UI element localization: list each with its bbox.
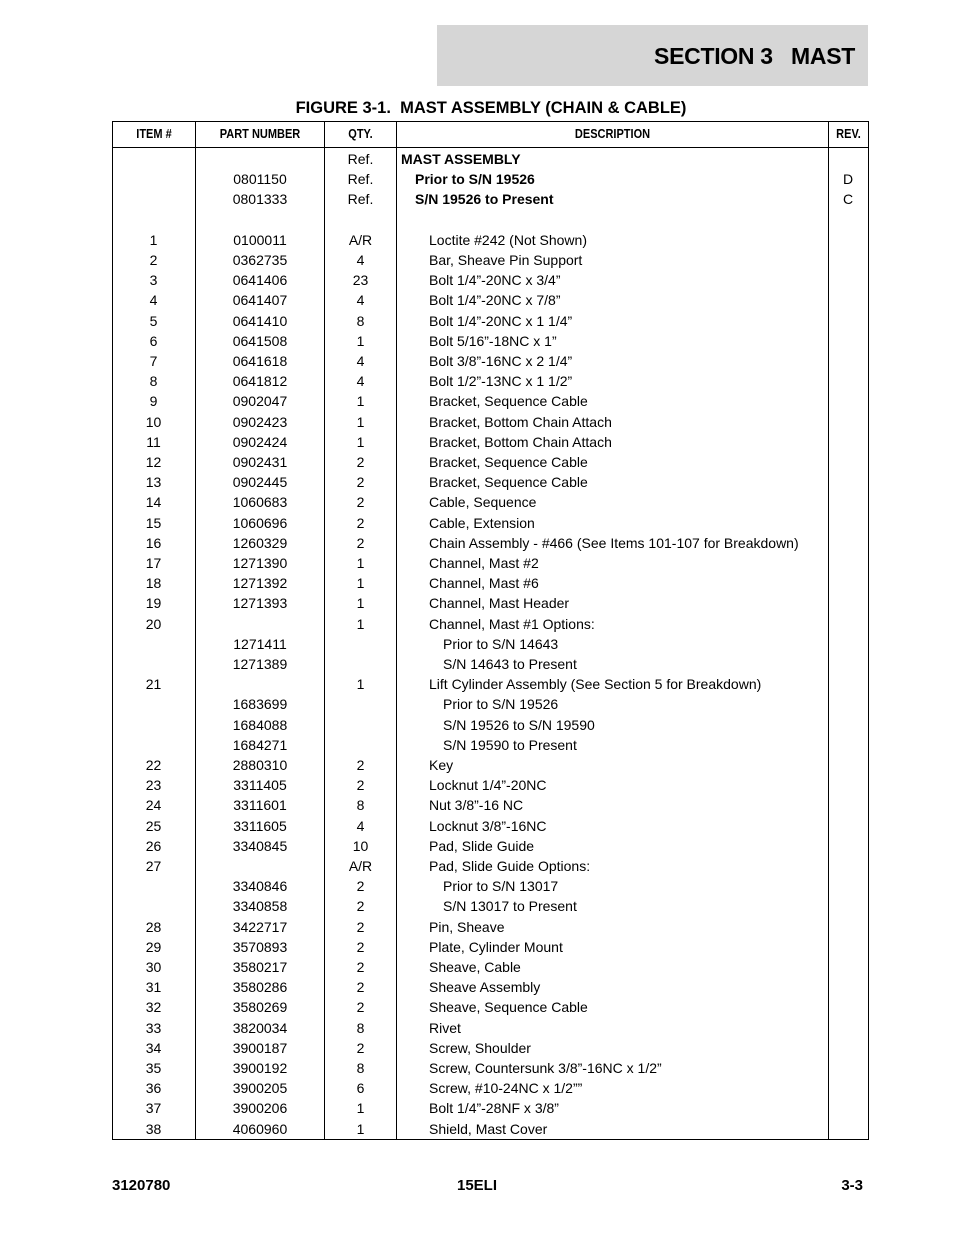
description: S/N 19526 to Present (415, 191, 554, 208)
table-row (113, 230, 868, 250)
item-number: 7 (149, 353, 158, 369)
table-row (113, 957, 868, 977)
description: Locknut 1/4”-20NC (429, 777, 547, 794)
description: Nut 3/8”-16 NC (429, 797, 524, 814)
description: Plate, Cylinder Mount (429, 938, 563, 955)
table-row (113, 452, 868, 472)
table-row (113, 533, 868, 553)
part-number: 3900205 (232, 1080, 288, 1097)
part-number: 0641812 (232, 373, 288, 390)
item-number: 8 (149, 373, 158, 390)
table-row (113, 1058, 868, 1078)
part-number: 1271393 (232, 595, 288, 612)
table-row (113, 795, 868, 815)
quantity: 1 (356, 575, 365, 592)
part-number: 2880310 (232, 757, 288, 773)
description: Bolt 1/4”-20NC x 7/8” (429, 292, 561, 309)
description: Channel, Mast Header (429, 595, 570, 612)
description: Screw, Shoulder (429, 1039, 531, 1056)
quantity: 2 (356, 898, 365, 915)
table-row (113, 492, 868, 512)
item-number: 5 (149, 312, 158, 329)
part-number: 3311601 (233, 797, 287, 814)
quantity: A/R (348, 858, 373, 874)
quantity: Ref. (347, 191, 374, 208)
header-qty: QTY. (348, 127, 373, 141)
item-number: 16 (145, 534, 162, 551)
table-row (113, 311, 868, 331)
description: Bolt 3/8”-16NC x 2 1/4” (429, 353, 573, 369)
part-number: 1271389 (232, 656, 288, 672)
item-number: 19 (145, 595, 162, 612)
quantity: 2 (356, 1039, 365, 1056)
description: Sheave Assembly (429, 979, 541, 996)
description: Channel, Mast #6 (429, 575, 539, 592)
part-number: 3422717 (232, 918, 288, 935)
revision: C (842, 191, 854, 208)
table-row (113, 896, 868, 916)
description: Sheave, Cable (429, 959, 521, 975)
part-number: 0641406 (232, 272, 288, 289)
table-row (113, 331, 868, 351)
part-number: 0801150 (233, 171, 287, 188)
table-row (113, 290, 868, 310)
part-number: 3340858 (232, 898, 288, 915)
description: Bolt 1/2”-13NC x 1 1/2” (429, 373, 573, 390)
description: Screw, Countersunk 3/8”-16NC x 1/2” (429, 1060, 662, 1076)
description: Lift Cylinder Assembly (See Section 5 for Breakdown) (429, 676, 762, 693)
quantity: 1 (356, 1120, 365, 1137)
part-number: 3900187 (232, 1039, 288, 1056)
footer-doc-number: 3120780 (112, 1177, 171, 1194)
quantity: 23 (352, 272, 369, 289)
part-number: 0641410 (232, 312, 288, 329)
table-row (113, 634, 868, 654)
table-row (113, 391, 868, 411)
table-row (113, 513, 868, 533)
description: Prior to S/N 19526 (443, 696, 559, 713)
item-number: 23 (145, 777, 162, 794)
quantity: 2 (356, 454, 365, 470)
parts-table (112, 121, 869, 1140)
item-number: 6 (149, 332, 158, 349)
part-number: 3340845 (232, 837, 288, 854)
part-number: 3820034 (232, 1019, 288, 1036)
table-row (113, 977, 868, 997)
part-number: 0902047 (232, 393, 288, 410)
description: Sheave, Sequence Cable (429, 999, 588, 1016)
item-number: 13 (145, 474, 162, 491)
footer-model: 15ELI (456, 1177, 498, 1194)
table-row (113, 210, 868, 230)
table-row (113, 1038, 868, 1058)
table-row (113, 371, 868, 391)
item-number: 35 (145, 1060, 162, 1076)
quantity: 1 (356, 433, 365, 450)
description: Key (429, 757, 454, 773)
table-row (113, 351, 868, 371)
table-row (113, 1119, 868, 1139)
table-row (113, 755, 868, 775)
description: Pad, Slide Guide Options: (429, 858, 591, 874)
item-number: 32 (145, 999, 162, 1016)
part-number: 1271411 (233, 635, 287, 652)
part-number: 0902424 (232, 433, 288, 450)
description: Bar, Sheave Pin Support (429, 252, 583, 268)
header-item: ITEM # (136, 127, 172, 141)
description: Prior to S/N 19526 (415, 171, 535, 188)
quantity: A/R (348, 231, 373, 248)
table-row (113, 1078, 868, 1098)
item-number: 25 (145, 817, 162, 834)
quantity: Ref. (347, 151, 374, 167)
part-number: 3900192 (232, 1060, 288, 1076)
description: Locknut 3/8”-16NC (429, 817, 547, 834)
header-rev: REV. (836, 127, 861, 141)
quantity: 8 (356, 1060, 365, 1076)
description: Bolt 1/4”-28NF x 3/8” (429, 1100, 559, 1117)
quantity: 1 (356, 615, 365, 632)
table-row (113, 997, 868, 1017)
table-row (113, 573, 868, 593)
quantity: 4 (356, 292, 365, 309)
table-row (113, 432, 868, 452)
quantity: Ref. (347, 171, 374, 188)
table-row (113, 412, 868, 432)
item-number: 26 (145, 837, 162, 854)
quantity: 2 (356, 514, 365, 531)
part-number: 1060696 (232, 514, 288, 531)
table-row (113, 169, 868, 189)
quantity: 1 (356, 555, 365, 571)
quantity: 4 (356, 817, 365, 834)
table-row (113, 856, 868, 876)
quantity: 4 (356, 252, 365, 268)
table-row (113, 836, 868, 856)
table-row (113, 593, 868, 613)
section-title: SECTION 3 MAST (654, 43, 855, 69)
item-number: 38 (145, 1120, 162, 1137)
part-number: 3580286 (232, 979, 288, 996)
description: S/N 19590 to Present (443, 736, 577, 753)
quantity: 2 (356, 979, 365, 996)
table-row (113, 876, 868, 896)
item-number: 34 (145, 1039, 162, 1056)
description: Bracket, Bottom Chain Attach (429, 413, 612, 430)
item-number: 4 (149, 292, 158, 309)
table-row (113, 1098, 868, 1118)
table-row (113, 917, 868, 937)
description: Shield, Mast Cover (429, 1120, 548, 1137)
item-number: 14 (145, 494, 162, 511)
quantity: 4 (356, 353, 365, 369)
part-number: 1260329 (232, 534, 288, 551)
quantity: 8 (356, 1019, 365, 1036)
part-number: 3580217 (232, 959, 288, 975)
part-number: 1271390 (232, 555, 288, 571)
item-number: 24 (145, 797, 162, 814)
item-number: 28 (145, 918, 162, 935)
part-number: 1060683 (232, 494, 288, 511)
description: Prior to S/N 13017 (443, 878, 559, 895)
table-row (113, 270, 868, 290)
table-row (113, 937, 868, 957)
part-number: 0902445 (232, 474, 288, 491)
revision: D (842, 171, 854, 188)
item-number: 1 (149, 231, 158, 248)
quantity: 4 (356, 373, 365, 390)
item-number: 3 (149, 272, 158, 289)
table-row (113, 816, 868, 836)
item-number: 15 (145, 514, 162, 531)
footer-page-number: 3-3 (841, 1177, 863, 1194)
item-number: 27 (145, 858, 162, 874)
item-number: 33 (145, 1019, 162, 1036)
table-row (113, 735, 868, 755)
part-number: 3311605 (233, 817, 287, 834)
item-number: 29 (145, 938, 162, 955)
part-number: 0801333 (232, 191, 288, 208)
item-number: 18 (145, 575, 162, 592)
quantity: 6 (356, 1080, 365, 1097)
description: Bracket, Bottom Chain Attach (429, 433, 612, 450)
part-number: 0641407 (232, 292, 288, 309)
quantity: 2 (356, 938, 365, 955)
quantity: 2 (356, 494, 365, 511)
quantity: 2 (356, 918, 365, 935)
description: Prior to S/N 14643 (443, 635, 559, 652)
quantity: 2 (356, 959, 365, 975)
table-row (113, 553, 868, 573)
table-row (113, 674, 868, 694)
header-description: DESCRIPTION (574, 127, 651, 141)
description: S/N 19526 to S/N 19590 (443, 716, 595, 733)
part-number: 3900206 (232, 1100, 288, 1117)
table-row (113, 614, 868, 634)
part-number: 3580269 (232, 999, 288, 1016)
description: Loctite #242 (Not Shown) (429, 231, 587, 248)
part-number: 1271392 (232, 575, 288, 592)
quantity: 2 (356, 777, 365, 794)
description: S/N 14643 to Present (443, 656, 577, 672)
table-header (113, 122, 868, 148)
description: Pad, Slide Guide (429, 837, 535, 854)
description: Bolt 5/16”-18NC x 1” (429, 332, 557, 349)
table-row (113, 472, 868, 492)
table-row (113, 149, 868, 169)
description: Chain Assembly - #466 (See Items 101-107 for Breakdown) (429, 534, 799, 551)
item-number: 9 (149, 393, 158, 410)
quantity: 2 (356, 757, 365, 773)
part-number: 0641508 (232, 332, 288, 349)
description: Channel, Mast #1 Options: (429, 615, 595, 632)
description: Pin, Sheave (429, 918, 505, 935)
item-number: 22 (145, 757, 162, 773)
table-row (113, 1018, 868, 1038)
description: Bolt 1/4”-20NC x 3/4” (429, 272, 561, 289)
part-number: 0902423 (232, 413, 288, 430)
part-number: 3570893 (232, 938, 288, 955)
part-number: 4060960 (232, 1120, 288, 1137)
item-number: 2 (149, 252, 158, 268)
item-number: 11 (146, 433, 161, 450)
quantity: 2 (356, 534, 365, 551)
description: S/N 13017 to Present (443, 898, 577, 915)
description: Bolt 1/4”-20NC x 1 1/4” (429, 312, 573, 329)
item-number: 36 (145, 1080, 162, 1097)
item-number: 12 (145, 454, 162, 470)
part-number: 1683699 (232, 696, 288, 713)
table-row (113, 189, 868, 209)
description: Bracket, Sequence Cable (429, 474, 588, 491)
quantity: 2 (356, 999, 365, 1016)
section-header (437, 25, 868, 86)
quantity: 8 (356, 312, 365, 329)
quantity: 2 (356, 878, 365, 895)
part-number: 3311405 (233, 777, 287, 794)
quantity: 1 (356, 413, 365, 430)
table-row (113, 250, 868, 270)
quantity: 1 (356, 676, 365, 693)
quantity: 1 (356, 332, 365, 349)
quantity: 1 (356, 393, 365, 410)
description: MAST ASSEMBLY (401, 151, 521, 167)
item-number: 31 (145, 979, 162, 996)
item-number: 37 (145, 1100, 162, 1117)
quantity: 1 (356, 1100, 365, 1117)
item-number: 30 (145, 959, 162, 975)
item-number: 17 (145, 555, 162, 571)
description: Bracket, Sequence Cable (429, 393, 588, 410)
description: Rivet (429, 1019, 461, 1036)
figure-title: FIGURE 3-1. MAST ASSEMBLY (CHAIN & CABLE) (295, 99, 687, 117)
item-number: 21 (145, 676, 162, 693)
description: Channel, Mast #2 (429, 555, 539, 571)
quantity: 10 (352, 837, 369, 854)
table-row (113, 654, 868, 674)
quantity: 8 (356, 797, 365, 814)
part-number: 1684271 (232, 736, 288, 753)
description: Bracket, Sequence Cable (429, 454, 588, 470)
table-row (113, 694, 868, 714)
table-row (113, 715, 868, 735)
description: Screw, #10-24NC x 1/2”” (429, 1080, 583, 1097)
description: Cable, Extension (429, 514, 535, 531)
part-number: 0902431 (232, 454, 288, 470)
part-number: 1684088 (232, 716, 288, 733)
quantity: 1 (356, 595, 365, 612)
header-part-number: PART NUMBER (219, 127, 301, 141)
part-number: 3340846 (232, 878, 288, 895)
description: Cable, Sequence (429, 494, 537, 511)
part-number: 0100011 (233, 231, 287, 248)
quantity: 2 (356, 474, 365, 491)
table-row (113, 775, 868, 795)
item-number: 10 (145, 413, 162, 430)
part-number: 0641618 (232, 353, 288, 369)
part-number: 0362735 (232, 252, 288, 268)
item-number: 20 (145, 615, 162, 632)
